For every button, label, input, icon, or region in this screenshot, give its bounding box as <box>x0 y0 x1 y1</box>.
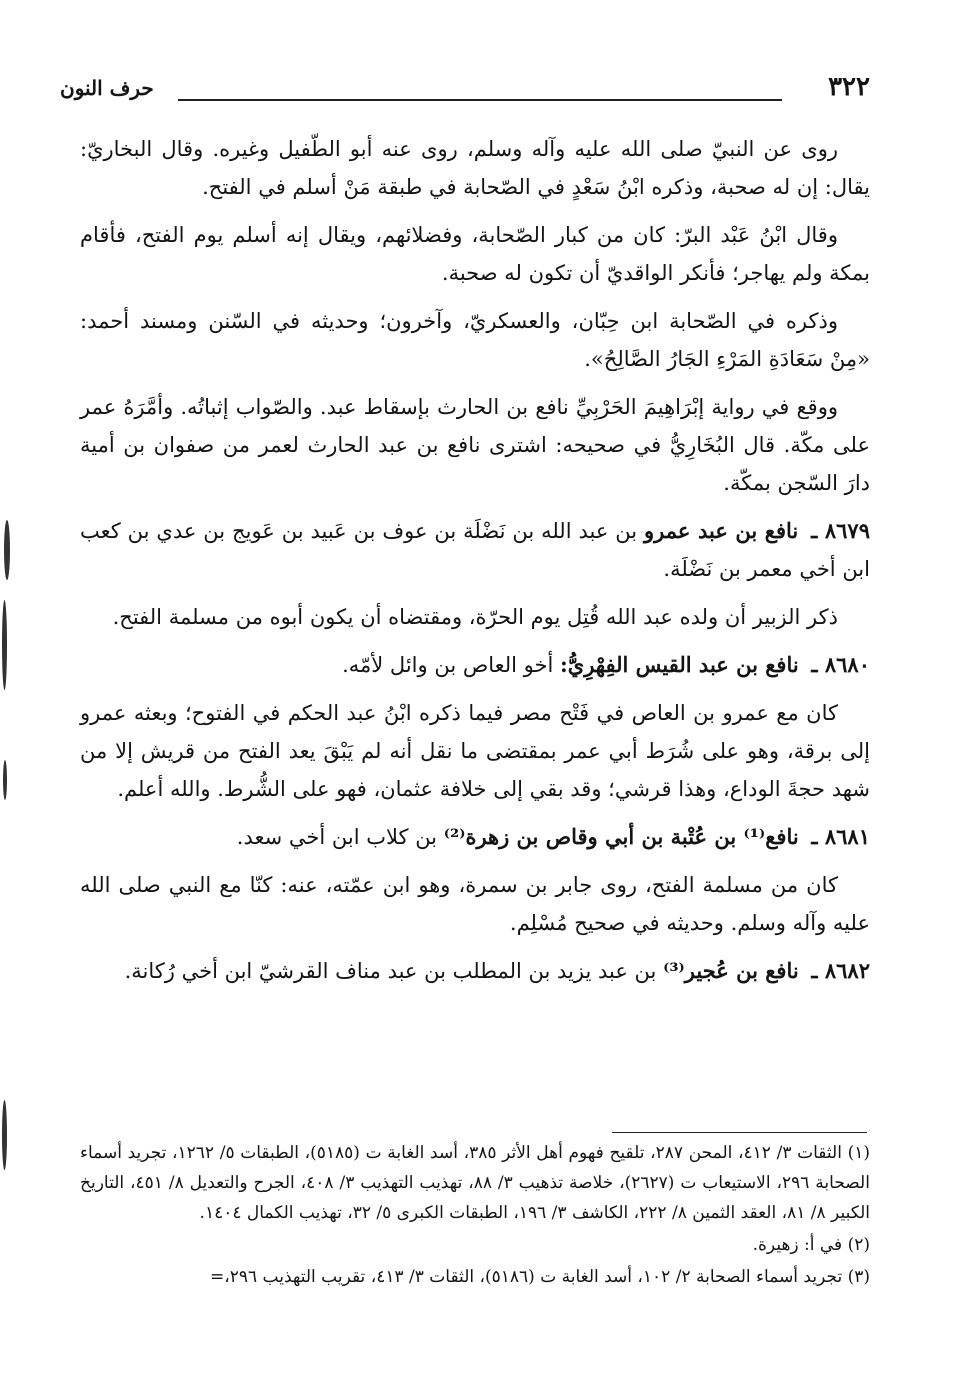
main-text <box>80 130 870 1000</box>
paragraph: ووقع في رواية إبْرَاهِيمَ الحَرْبِيِّ نافع بن الحارث بإسقاط عبد. والصّواب إثباتُه. وأمَّرَهُ عمر على مكّة. قال البُخَارِيُّ في صحيحه: اشترى نافع بن عبد الحارث لعمر من صفوان بن أمية دارَ السّجن بمكّة. <box>80 395 870 495</box>
footnotes <box>80 1138 870 1294</box>
scan-speck <box>2 1100 7 1170</box>
entry-heading: نافع بن عبد عمرو <box>644 518 799 543</box>
scan-speck <box>2 600 7 690</box>
entry-heading: نافع بن عبد القيس الفِهْرِيُّ: <box>560 652 799 677</box>
paragraph: وقال ابْنُ عَبْد البرّ: كان من كبار الصّحابة، وفضلائهم، ويقال إنه أسلم يوم الفتح، فأقام بمكة ولم يهاجر؛ فأنكر الواقديّ أن تكون له صحبة. <box>80 223 870 285</box>
paragraph: وذكره في الصّحابة ابن حِبّان، والعسكريّ، وآخرون؛ وحديثه في السّنن ومسند أحمد: «مِنْ سَعَادَةِ المَرْءِ الجَارُ الصَّالِحُ». <box>80 309 870 371</box>
footnote-2: (٢) في أ: زهيرة. <box>752 1235 870 1255</box>
running-title: حرف النون <box>60 76 154 100</box>
page-header <box>60 72 870 112</box>
entry-number: ٨٦٨٢ ـ <box>811 958 870 983</box>
entry-8682 <box>80 952 870 990</box>
scan-speck <box>4 520 10 580</box>
footnote-separator <box>612 1132 867 1133</box>
entry-text: أخو العاص بن وائل لأمّه. <box>342 653 554 677</box>
footnote-3: (٣) تجريد أسماء الصحابة ٢/ ١٠٢، أسد الغابة ت (٥١٨٦)، الثقات ٣/ ٤١٣، تقريب التهذيب ٢٩٦،= <box>209 1267 870 1287</box>
entry-text: بن عبد الله بن نَضْلَة بن عوف بن عَبيد بن عَويج بن عدي بن كعب ابن أخي معمر بن نَضْلَة. <box>80 519 870 581</box>
entry-heading: نافع⁽¹⁾ بن عُتْبة بن أبي وقاص بن زهرة⁽²⁾ <box>443 824 799 849</box>
entry-8679 <box>80 512 870 588</box>
entry-text: بن كلاب ابن أخي سعد. <box>236 825 438 849</box>
header-rule <box>178 99 782 101</box>
paragraph: كان من مسلمة الفتح، روى جابر بن سمرة، وهو ابن عمّته، عنه: كنّا مع النبي صلى الله عليه وآله وسلم. وحديثه في صحيح مُسْلِم. <box>80 873 870 935</box>
entry-number: ٨٦٧٩ ـ <box>811 518 870 543</box>
entry-8680 <box>80 646 870 684</box>
footnote-1: (١) الثقات ٣/ ٤١٢، المحن ٢٨٧، تلقيح فهوم أهل الأثر ٣٨٥، أسد الغابة ت (٥١٨٥)، الطبقات ٥/ ١٢٦٢، تجريد أسماء الصحابة ٢٩٦، الاستيعاب ت (٢٦٢٧)، خلاصة تذهيب ٣/ ٨٨، تهذيب التهذيب ٣/ ٤٠٨، الجرح والتعديل ٨/ ٤٥١، التاريخ الكبير ٨/ ٨١، العقد الثمين ٨/ ٢٢٢، الكاشف ٣/ ١٩٦، الطبقات الكبرى ٥/ ٣٢، تهذيب الكمال ١٤٠٤. <box>80 1143 870 1223</box>
paragraph: ذكر الزبير أن ولده عبد الله قُتِل يوم الحرّة، ومقتضاه أن يكون أبوه من مسلمة الفتح. <box>112 605 838 629</box>
paragraph: روى عن النبيّ صلى الله عليه وآله وسلم، روى عنه أبو الطّفيل وغيره. وقال البخاريّ: يقال: إن له صحبة، وذكره ابْنُ سَعْدٍ في الصّحابة في طبقة مَنْ أسلم في الفتح. <box>80 137 870 199</box>
entry-number: ٨٦٨١ ـ <box>811 824 870 849</box>
scan-speck <box>3 760 7 800</box>
page-number: ٣٢٢ <box>828 72 870 102</box>
paragraph: كان مع عمرو بن العاص في فَتْح مصر فيما ذكره ابْنُ عبد الحكم في الفتوح؛ وبعثه عمرو إلى برقة، وهو على شُرَط أبي عمر بمقتضى ما نقل أنه لم يَبْقَ يعد الفتح من قريش إلا من شهد حجةَ الوداع، وهذا قرشي؛ وقد بقي إلى خلافة عثمان، فهو على الشُّرط. والله أعلم. <box>80 701 870 801</box>
entry-heading: نافع بن عُجير⁽³⁾ <box>663 958 799 983</box>
entry-text: بن عبد يزيد بن المطلب بن عبد مناف القرشيّ ابن أخي رُكانة. <box>124 959 657 983</box>
entry-8681 <box>80 818 870 856</box>
entry-number: ٨٦٨٠ ـ <box>811 652 870 677</box>
